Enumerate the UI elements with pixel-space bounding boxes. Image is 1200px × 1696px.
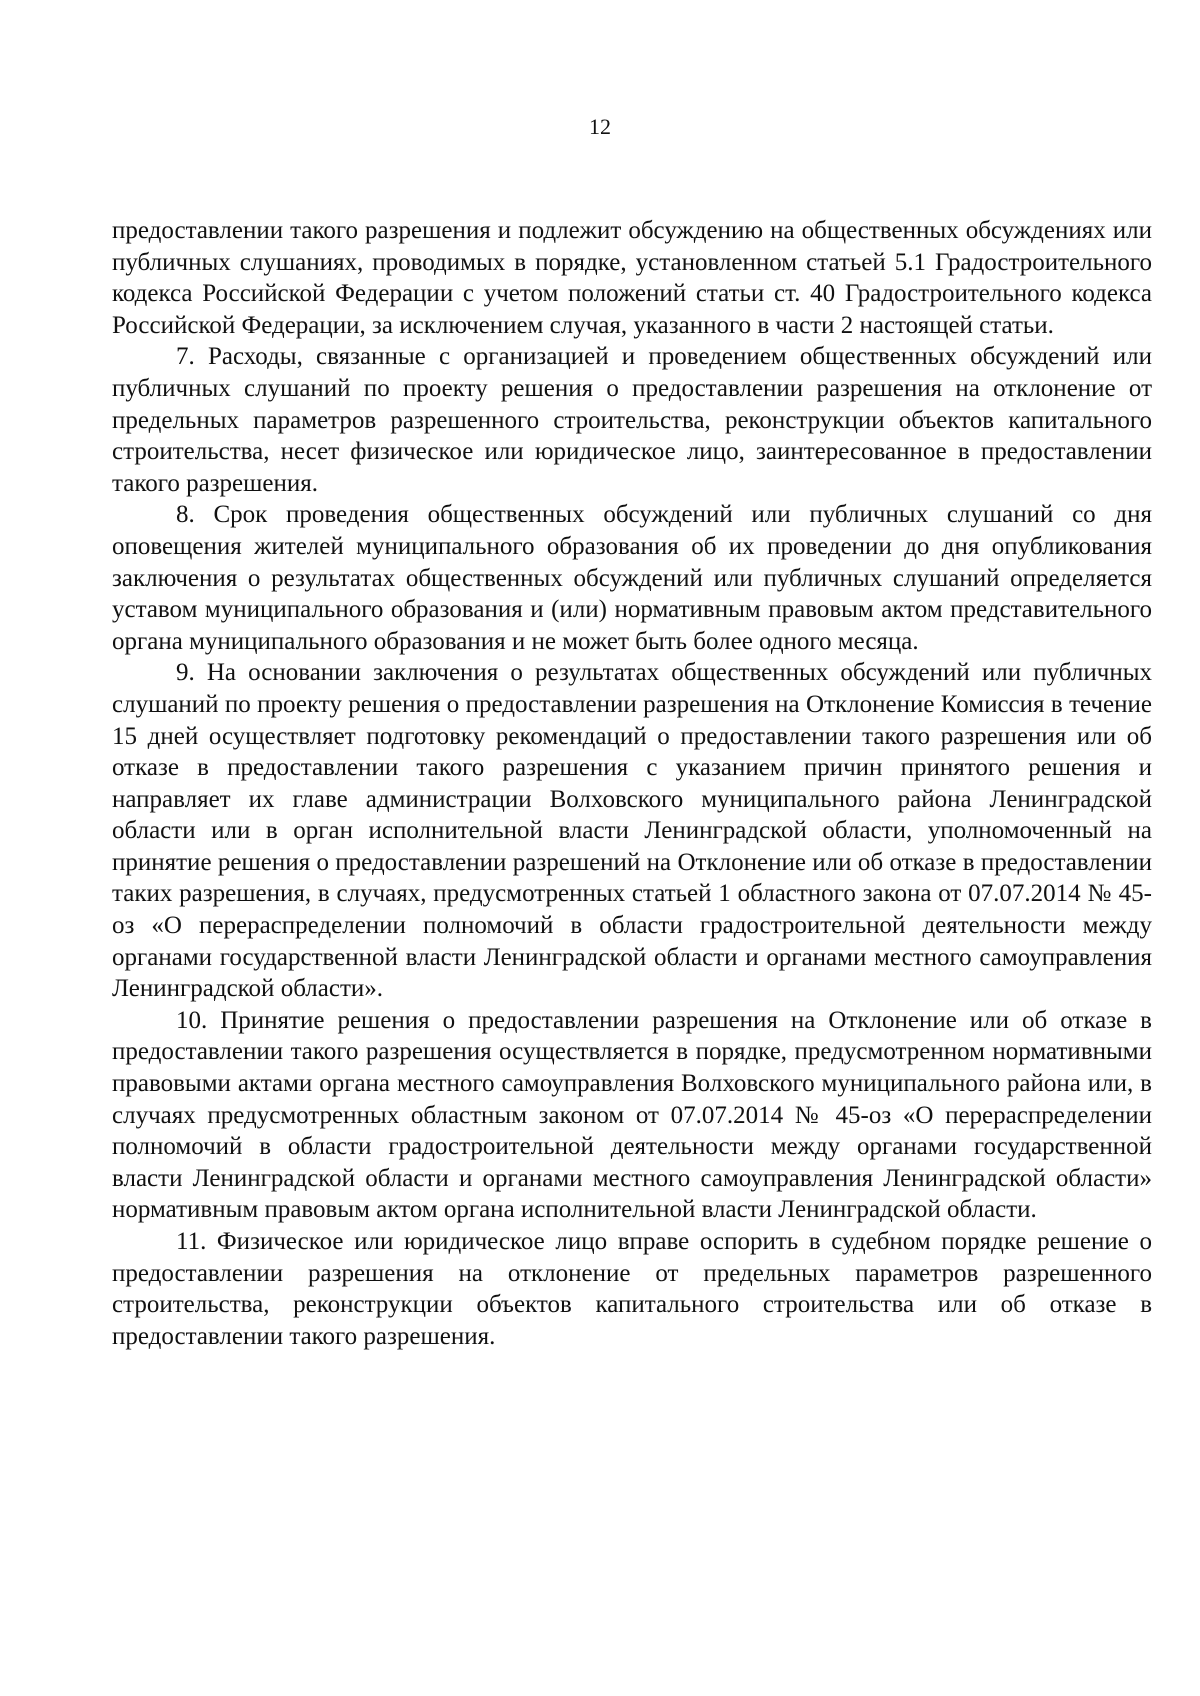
paragraph-item-7: 7. Расходы, связанные с организацией и проведением общественных обсуждений или публичных слушаний по проекту решения о предоставлении разрешения на отклонение от предельных параметров разрешенного строительства, реконструкции объектов капитального строительства, несет физическое или юридическое лицо, заинтересованное в предоставлении такого разрешения. [112, 343, 1152, 497]
paragraph-continuation: предоставлении такого разрешения и подлежит обсуждению на общественных обсуждениях или публичных слушаниях, проводимых в порядке, установленном статьей 5.1 Градостроительного кодекса Российской Федерации с учетом положений статьи ст. 40 Градостроительного кодекса Российской Федерации, за исключением случая, указанного в части 2 настоящей статьи. [112, 217, 1152, 339]
document-body [112, 215, 1152, 1352]
paragraph-item-10: 10. Принятие решения о предоставлении разрешения на Отклонение или об отказе в предоставлении такого разрешения осуществляется в порядке, предусмотренном нормативными правовыми актами органа местного самоуправления Волховского муниципального района или, в случаях предусмотренных областным законом от 07.07.2014 № 45-оз «О перераспределении полномочий в области градостроительной деятельности между органами государственной власти Ленинградской области и органами местного самоуправления Ленинградской области» нормативным правовым актом органа исполнительной власти Ленинградской области. [112, 1006, 1152, 1224]
paragraph-item-11: 11. Физическое или юридическое лицо вправе оспорить в судебном порядке решение о предоставлении разрешения на отклонение от предельных параметров разрешенного строительства, реконструкции объектов капитального строительства или об отказе в предоставлении такого разрешения. [112, 1228, 1152, 1350]
page-number: 12 [589, 114, 611, 139]
paragraph-item-8: 8. Срок проведения общественных обсуждений или публичных слушаний со дня оповещения жителей муниципального образования об их проведении до дня опубликования заключения о результатах общественных обсуждений или публичных слушаний определяется уставом муниципального образования и (или) нормативным правовым актом представительного органа муниципального образования и не может быть более одного месяца. [112, 501, 1152, 655]
paragraph-item-9: 9. На основании заключения о результатах общественных обсуждений или публичных слушаний по проекту решения о предоставлении разрешения на Отклонение Комиссия в течение 15 дней осуществляет подготовку рекомендаций о предоставлении такого разрешения или об отказе в предоставлении такого разрешения с указанием причин принятого решения и направляет их главе администрации Волховского муниципального района Ленинградской области или в орган исполнительной власти Ленинградской области, уполномоченный на принятие решения о предоставлении разрешений на Отклонение или об отказе в предоставлении таких разрешения, в случаях, предусмотренных статьей 1 областного закона от 07.07.2014 № 45-оз «О перераспределении полномочий в области градостроительной деятельности между органами государственной власти Ленинградской области и органами местного самоуправления Ленинградской области». [112, 659, 1152, 1003]
